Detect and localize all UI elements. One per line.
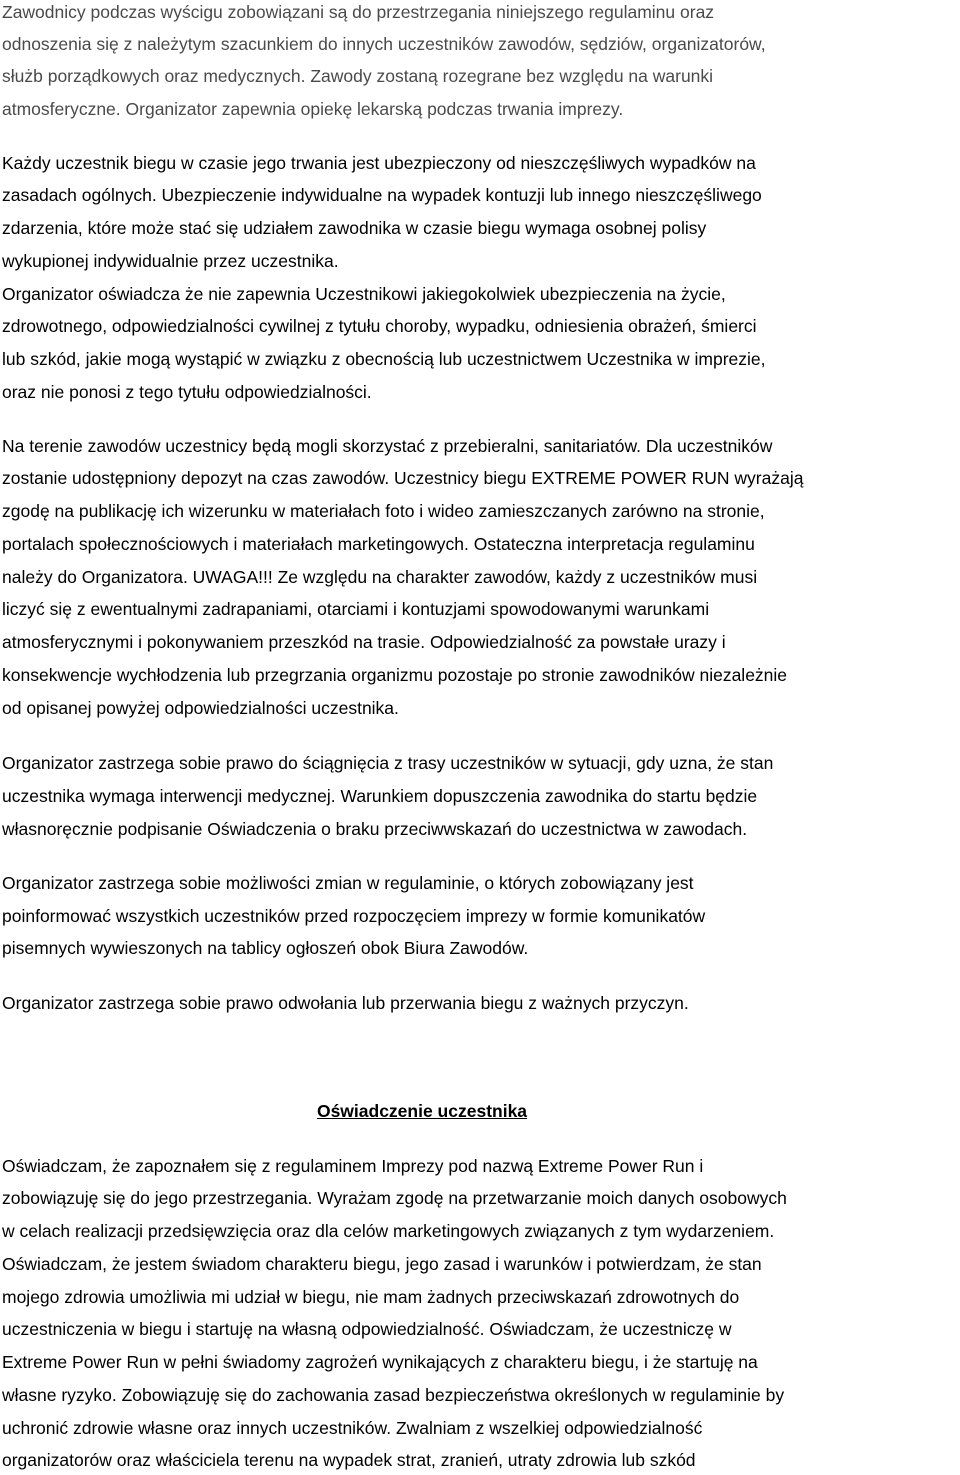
declaration-heading: Oświadczenie uczestnika xyxy=(316,1101,528,1121)
text-line: pisemnych wywieszonych na tablicy ogłoszeń obok Biura Zawodów. xyxy=(2,938,529,958)
text-line: zasadach ogólnych. Ubezpieczenie indywidualne na wypadek kontuzji lub innego nieszczęśliwego xyxy=(2,185,762,205)
text-line: zgodę na publikację ich wizerunku w materiałach foto i wideo zamieszczanych zarówno na stronie, xyxy=(2,501,765,521)
text-line: liczyć się z ewentualnymi zadrapaniami, otarciami i kontuzjami spowodowanymi warunkami xyxy=(2,599,710,619)
text-line: atmosferycznymi i pokonywaniem przeszkód na trasie. Odpowiedzialność za powstałe urazy i xyxy=(2,632,726,652)
text-line: wykupionej indywidualnie przez uczestnika. xyxy=(2,251,339,271)
text-line: Organizator zastrzega sobie prawo do ściągnięcia z trasy uczestników w sytuacji, gdy uzna, że stan xyxy=(2,753,774,773)
text-line: konsekwencje wychłodzenia lub przegrzania organizmu pozostaje po stronie zawodników niezależnie xyxy=(2,665,788,685)
text-line: Organizator zastrzega sobie możliwości zmian w regulaminie, o których zobowiązany jest xyxy=(2,873,694,893)
text-line: własnoręcznie podpisanie Oświadczenia o braku przeciwwskazań do uczestnictwa w zawodach. xyxy=(2,819,748,839)
text-line: Organizator oświadcza że nie zapewnia Uczestnikowi jakiegokolwiek ubezpieczenia na życie, xyxy=(2,284,726,304)
text-line: mojego zdrowia umożliwia mi udział w biegu, nie mam żadnych przeciwskazań zdrowotnych do xyxy=(2,1287,740,1307)
text-line: Oświadczam, że jestem świadom charakteru biegu, jego zasad i warunków i potwierdzam, że stan xyxy=(2,1254,762,1274)
text-line: zobowiązuję się do jego przestrzegania. Wyrażam zgodę na przetwarzanie moich danych osobowych xyxy=(2,1188,787,1208)
text-line: Organizator zastrzega sobie prawo odwołania lub przerwania biegu z ważnych przyczyn. xyxy=(2,993,689,1013)
text-line: zdarzenia, które może stać się udziałem zawodnika w czasie biegu wymaga osobnej polisy xyxy=(2,218,707,238)
text-line: lub szkód, jakie mogą wystąpić w związku z obecnością lub uczestnictwem Uczestnika w imprezie, xyxy=(2,349,766,369)
text-line: organizatorów oraz właściciela terenu na wypadek strat, zranień, utraty zdrowia lub szkód xyxy=(2,1450,696,1470)
text-line: poinformować wszystkich uczestników przed rozpoczęciem imprezy w formie komunikatów xyxy=(2,906,706,926)
text-line: portalach społecznościowych i materiałach marketingowych. Ostateczna interpretacja regulaminu xyxy=(2,534,755,554)
text-line: należy do Organizatora. UWAGA!!! Ze względu na charakter zawodów, każdy z uczestników musi xyxy=(2,567,758,587)
text-line: odnoszenia się z należytym szacunkiem do innych uczestników zawodów, sędziów, organizatorów, xyxy=(2,34,766,54)
text-line: Oświadczam, że zapoznałem się z regulaminem Imprezy pod nazwą Extreme Power Run i xyxy=(2,1156,704,1176)
text-line: uchronić zdrowie własne oraz innych uczestników. Zwalniam z wszelkiej odpowiedzialność xyxy=(2,1418,703,1438)
text-line: uczestniczenia w biegu i startuję na własną odpowiedzialność. Oświadczam, że uczestniczę w xyxy=(2,1319,732,1339)
text-line: Na terenie zawodów uczestnicy będą mogli skorzystać z przebieralni, sanitariatów. Dla uczestników xyxy=(2,436,773,456)
text-line: atmosferyczne. Organizator zapewnia opiekę lekarską podczas trwania imprezy. xyxy=(2,99,624,119)
text-line: Zawodnicy podczas wyścigu zobowiązani są do przestrzegania niniejszego regulaminu oraz xyxy=(2,2,715,22)
text-line: Extreme Power Run w pełni świadomy zagrożeń wynikających z charakteru biegu, i że startuję na xyxy=(2,1352,758,1372)
text-line: zostanie udostępniony depozyt na czas zawodów. Uczestnicy biegu EXTREME POWER RUN wyrażają xyxy=(2,468,804,488)
text-line: Każdy uczestnik biegu w czasie jego trwania jest ubezpieczony od nieszczęśliwych wypadków na xyxy=(2,153,756,173)
text-line: uczestnika wymaga interwencji medycznej. Warunkiem dopuszczenia zawodnika do startu będzie xyxy=(2,786,758,806)
text-line: służb porządkowych oraz medycznych. Zawody zostaną rozegrane bez względu na warunki xyxy=(2,66,714,86)
text-line: własne ryzyko. Zobowiązuję się do zachowania zasad bezpieczeństwa określonych w regulaminie by xyxy=(2,1385,785,1405)
text-line: zdrowotnego, odpowiedzialności cywilnej z tytułu choroby, wypadku, odniesienia obrażeń, śmierci xyxy=(2,316,757,336)
text-line: od opisanej powyżej odpowiedzialności uczestnika. xyxy=(2,698,399,718)
text-line: oraz nie ponosi z tego tytułu odpowiedzialności. xyxy=(2,382,372,402)
text-line: w celach realizacji przedsięwzięcia oraz dla celów marketingowych związanych z tym wydarzeniem. xyxy=(2,1221,775,1241)
